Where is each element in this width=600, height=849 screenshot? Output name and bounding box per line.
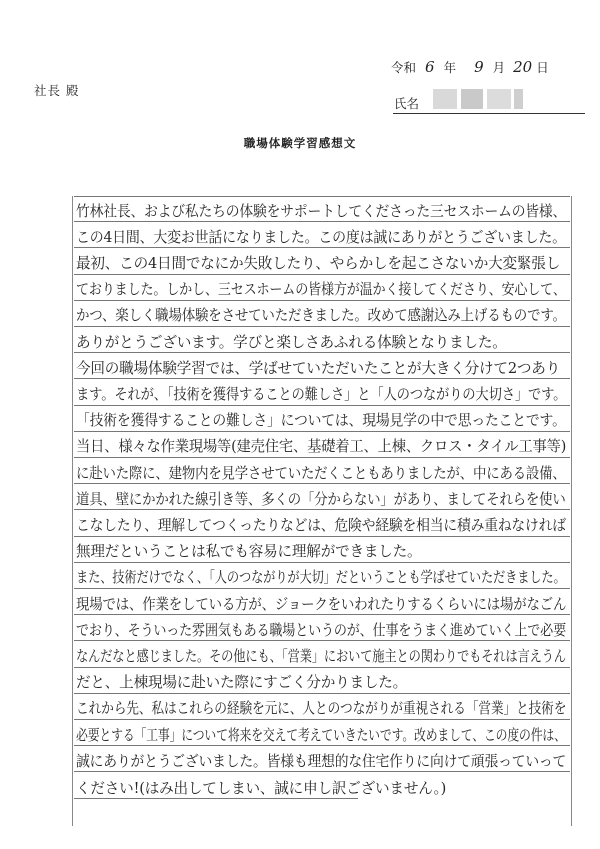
date-year: 6 bbox=[425, 58, 435, 76]
sheet-right-rule bbox=[571, 196, 572, 826]
redacted-name-block bbox=[461, 89, 483, 109]
date-era: 令和 bbox=[391, 60, 417, 75]
name-field bbox=[393, 87, 585, 114]
essay-line bbox=[74, 301, 570, 327]
essay-line bbox=[74, 353, 570, 379]
essay-line bbox=[74, 406, 570, 432]
essay-line bbox=[74, 510, 570, 536]
essay-line bbox=[74, 196, 570, 222]
recipient: 社長 殿 bbox=[34, 83, 80, 98]
essay-line-text: なんだなと感じました。その他にも、「営業」において施主との関わりでもそれは言えうん bbox=[76, 647, 566, 665]
redacted-name-block bbox=[433, 89, 457, 109]
essay-line bbox=[74, 432, 570, 458]
essay-line bbox=[74, 537, 570, 563]
essay-line-text: かつ、楽しく職場体験をさせていただきました。改めて感謝込み上げるものです。 bbox=[76, 307, 566, 325]
essay-line bbox=[74, 746, 570, 772]
essay-line-text: 誠にありがとうございました。皆様も理想的な住宅作りに向けて頑張っていって bbox=[76, 752, 567, 770]
essay-line-text: に赴いた際に、建物内を見学させていただくこともありましたが、中にある設備、 bbox=[76, 464, 566, 482]
sheet-left-rule bbox=[72, 196, 73, 826]
essay-line-text: 現場では、作業をしている方が、ジョークをいわれたりするくらいには場がなごん bbox=[76, 595, 567, 613]
essay-line-text: これから先、私はこれらの経験を元に、人とのつながりが重視される「営業」と技術を bbox=[76, 700, 567, 718]
essay-line bbox=[74, 563, 570, 589]
essay-line-text: この4日間、大変お世話になりました。この度は誠にありがとうございました。 bbox=[76, 228, 566, 246]
essay-line bbox=[74, 772, 570, 798]
essay-line-text: 最初、この4日間でなにか失敗したり、やらかしを起こさないか大変緊張し bbox=[76, 254, 561, 272]
essay-line bbox=[74, 248, 570, 274]
essay-line bbox=[74, 484, 570, 510]
essay-line-text: 竹林社長、および私たちの体験をサポートしてくださった三セスホームの皆様、 bbox=[76, 202, 567, 220]
date bbox=[391, 58, 549, 76]
name-label: 氏名 bbox=[394, 96, 420, 111]
essay-line bbox=[74, 222, 570, 248]
essay-line-text: でおり、そういった雰囲気もある職場というのが、仕事をうまく進めていく上で必要 bbox=[76, 621, 566, 639]
essay-line-text: ありがとうございます。学びと楽しさあふれる体験となりました。 bbox=[76, 333, 507, 351]
essay-line-text: だと、上棟現場に赴いた際にすごく分かりました。 bbox=[76, 674, 408, 692]
date-month-unit: 月 bbox=[492, 60, 506, 75]
essay-line-text: 「技術を獲得することの難しさ」については、現場見学の中で思ったことです。 bbox=[76, 412, 566, 430]
essay-line-text: 今回の職場体験学習では、学ばせていただいたことが大きく分けて2つあり bbox=[76, 359, 561, 377]
essay-line-text: 道具、壁にかかれた線引き等、多くの「分からない」があり、ましてそれらを使い bbox=[76, 490, 566, 508]
essay-line-text: また、技術だけでなく、「人のつながりが大切」だということも学ばせていただきました。 bbox=[76, 569, 566, 587]
essay-line bbox=[74, 641, 570, 667]
redacted-name-block bbox=[487, 89, 511, 109]
essay-line bbox=[74, 589, 570, 615]
essay-line bbox=[74, 615, 570, 641]
date-day: 20 bbox=[513, 58, 533, 76]
date-month: 9 bbox=[474, 58, 484, 76]
essay-line-text: 必要とする「工事」について将来を交えて考えていきたいです。改めまして、この度の件は、 bbox=[76, 726, 566, 744]
date-day-unit: 日 bbox=[536, 60, 549, 75]
date-year-unit: 年 bbox=[443, 60, 457, 75]
essay-line-text: こなしたり、理解してつくったりなどは、危険や経験を相当に積み重ねなければ bbox=[76, 516, 566, 534]
essay-line-text: ください!(はみ出してしまい、誠に申し訳ございません。) bbox=[76, 779, 447, 797]
essay-line bbox=[74, 327, 570, 353]
essay-sheet bbox=[74, 196, 570, 826]
essay-line-text: ておりました。しかし、三セスホームの皆様方が温かく接してくださり、安心して、 bbox=[76, 281, 566, 299]
essay-line-text: 当日、様々な作業現場等(建売住宅、基礎着工、上棟、クロス・タイル工事等) bbox=[76, 438, 567, 456]
essay-line bbox=[74, 379, 570, 405]
essay-line bbox=[74, 694, 570, 720]
document-title: 職場体験学習感想文 bbox=[243, 136, 357, 150]
redacted-name-block bbox=[514, 89, 523, 109]
essay-line bbox=[74, 668, 570, 694]
essay-line bbox=[74, 720, 570, 746]
essay-line-text: 無理だということは私でも容易に理解ができました。 bbox=[76, 543, 422, 561]
essay-line bbox=[74, 275, 570, 301]
essay-line bbox=[74, 458, 570, 484]
essay-line-text: ます。それが、「技術を獲得することの難しさ」と「人のつながりの大切さ」です。 bbox=[76, 385, 567, 403]
